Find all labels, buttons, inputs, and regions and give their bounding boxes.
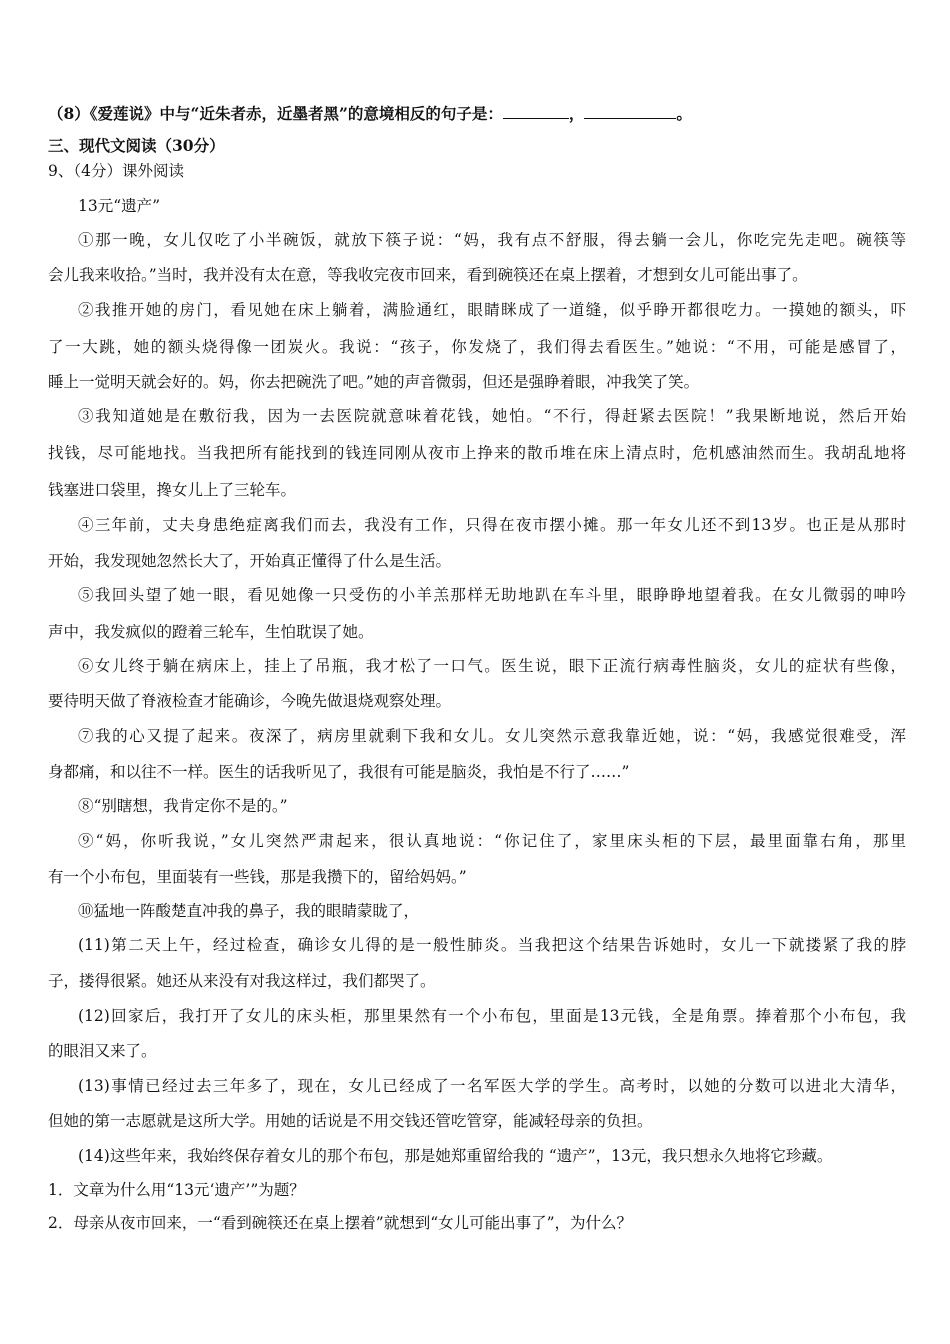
section3-title: 三、现代文阅读（30分） [48, 136, 225, 155]
paragraph-6-line-2: 要待明天做了脊液检查才能确诊，今晚先做退烧观察处理。 [48, 692, 452, 710]
paragraph-14-line-1: (14)这些年来，我始终保存着女儿的那个布包，那是她郑重留给我的 “遗产”，13元，我只想永久地将它珍藏。 [78, 1147, 833, 1165]
paragraph-3-line-1: ③我知道她是在敷衍我，因为一去医院就意味着花钱，她怕。“不行，得赶紧去医院！”我果断地说，然后开始 [78, 407, 906, 425]
paragraph-7-line-2: 身都痛，和以往不一样。医生的话我听见了，我很有可能是脑炎，我怕是不行了……” [48, 763, 630, 781]
q8-prefix: （8）《爱莲说》中与“近朱者赤，近墨者黑”的意境相反的句子是： [48, 104, 503, 123]
paragraph-10-line-1: ⑩猛地一阵酸楚直冲我的鼻子，我的眼睛蒙眬了， [78, 902, 420, 920]
q8-separator: ， [568, 104, 585, 123]
paragraph-9-line-1: ⑨“妈，你听我说，”女儿突然严肃起来，很认真地说：“你记住了，家里床头柜的下层，最里面靠右角，那里 [78, 832, 906, 850]
paragraph-11-line-1: (11)第二天上午，经过检查，确诊女儿得的是一般性肺炎。当我把这个结果告诉她时，女儿一下就搂紧了我的脖 [78, 936, 906, 954]
paragraph-5-line-1: ⑤我回头望了她一眼，看见她像一只受伤的小羊羔那样无助地趴在车斗里，眼睁睁地望着我。在女儿微弱的呻吟 [78, 586, 906, 604]
article-title: 13元“遗产” [78, 197, 161, 215]
paragraph-13-line-2: 但她的第一志愿就是这所大学。用她的话说是不用交钱还管吃管穿，能减轻母亲的负担。 [48, 1112, 653, 1130]
paragraph-6-line-1: ⑥女儿终于躺在病床上，挂上了吊瓶，我才松了一口气。医生说，眼下正流行病毒性脑炎，女儿的症状有些像， [78, 657, 906, 675]
paragraph-5-line-2: 声中，我发疯似的蹬着三轮车，生怕耽误了她。 [48, 623, 374, 641]
paragraph-4-line-2: 开始，我发现她忽然长大了，开始真正懂得了什么是生活。 [48, 552, 452, 570]
paragraph-12-line-2: 的眼泪又来了。 [48, 1042, 157, 1060]
paragraph-2-line-1: ②我推开她的房门，看见她在床上躺着，满脸通红，眼睛眯成了一道缝，似乎睁开都很吃力。一摸她的额头，吓 [78, 301, 906, 319]
q8-blank-2 [584, 104, 676, 119]
q9-label: 9、（4分）课外阅读 [48, 162, 184, 180]
paragraph-12-line-1: (12)回家后，我打开了女儿的床头柜，那里果然有一个小布包，里面是13元钱，全是角票。捧着那个小布包，我 [78, 1007, 906, 1025]
paragraph-1-line-1: ①那一晚，女儿仅吃了小半碗饭，就放下筷子说：“妈，我有点不舒服，得去躺一会儿，你吃完先走吧。碗筷等 [78, 231, 906, 249]
q8-line [48, 104, 906, 124]
paragraph-9-line-2: 有一个小布包，里面装有一些钱，那是我攒下的，留给妈妈。” [48, 868, 467, 886]
paragraph-8-line-1: ⑧“别瞎想，我肯定你不是的。” [78, 797, 288, 815]
question-1: 1．文章为什么用“13元‘遗产’”为题？ [48, 1181, 305, 1199]
question-2: 2．母亲从夜市回来，一“看到碗筷还在桌上摆着”就想到“女儿可能出事了”，为什么？ [48, 1214, 633, 1232]
paragraph-4-line-1: ④三年前，丈夫身患绝症离我们而去，我没有工作，只得在夜市摆小摊。那一年女儿还不到13岁。也正是从那时 [78, 516, 906, 534]
paragraph-2-line-2: 了一大跳，她的额头烧得像一团炭火。我说：“孩子，你发烧了，我们得去看医生。”她说：“不用，可能是感冒了， [48, 338, 906, 356]
paragraph-7-line-1: ⑦我的心又提了起来。夜深了，病房里就剩下我和女儿。女儿突然示意我靠近她，说：“妈，我感觉很难受，浑 [78, 727, 906, 745]
paragraph-2-line-3: 睡上一觉明天就会好的。妈，你去把碗洗了吧。”她的声音微弱，但还是强睁着眼，冲我笑了笑。 [48, 373, 700, 391]
paragraph-3-line-3: 钱塞进口袋里，搀女儿上了三轮车。 [48, 481, 297, 499]
paragraph-13-line-1: (13)事情已经过去三年多了，现在，女儿已经成了一名军医大学的学生。高考时，以她的分数可以进北大清华， [78, 1077, 906, 1095]
paragraph-1-line-2: 会儿我来收拾。”当时，我并没有太在意，等我收完夜市回来，看到碗筷还在桌上摆着，才想到女儿可能出事了。 [48, 266, 808, 284]
paragraph-3-line-2: 找钱，尽可能地找。当我把所有能找到的钱连同刚从夜市上挣来的散币堆在床上清点时，危机感油然而生。我胡乱地将 [48, 444, 906, 462]
q8-blank-1 [503, 104, 569, 119]
q8-end: 。 [676, 104, 692, 123]
paragraph-11-line-2: 子，搂得很紧。她还从来没有对我这样过，我们都哭了。 [48, 972, 436, 990]
